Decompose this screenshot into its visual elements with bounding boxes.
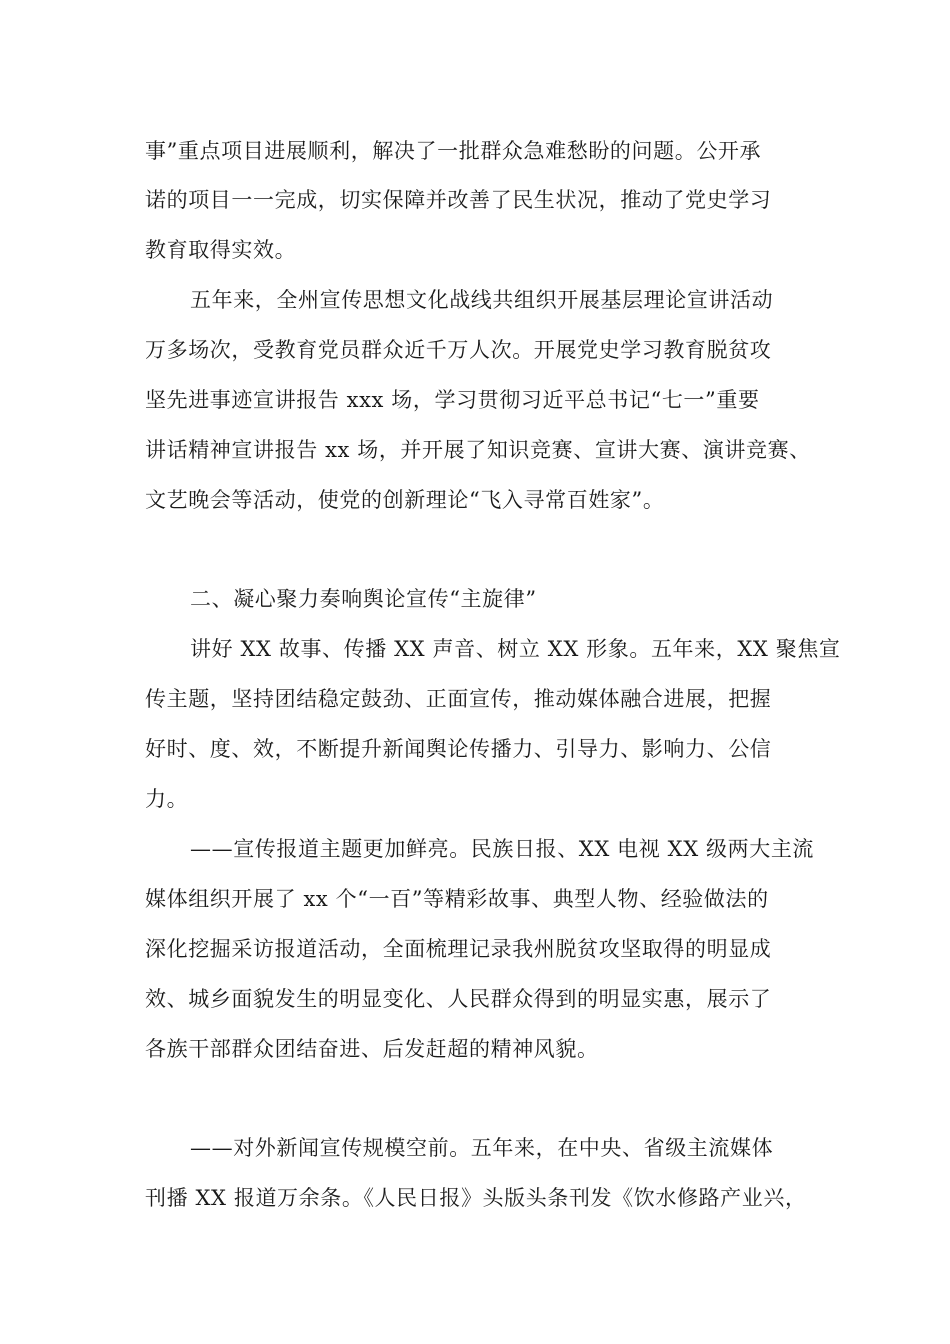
text-line: 传主题，坚持团结稳定鼓劲、正面宣传，推动媒体融合进展，把握 — [145, 687, 772, 711]
section-heading: 二、凝心聚力奏响舆论宣传“主旋律” — [190, 587, 537, 611]
text-line: 文艺晚会等活动，使党的创新理论“飞入寻常百姓家”。 — [145, 488, 665, 512]
text-line: 媒体组织开展了 xx 个“一百”等精彩故事、典型人物、经验做法的 — [145, 887, 769, 911]
text-line: ——宣传报道主题更加鲜亮。民族日报、XX 电视 XX 级两大主流 — [190, 837, 815, 861]
text-line: 好时、度、效，不断提升新闻舆论传播力、引导力、影响力、公信 — [145, 737, 772, 761]
text-line: 讲好 XX 故事、传播 XX 声音、树立 XX 形象。五年来，XX 聚焦宣 — [190, 637, 841, 661]
text-line: 讲话精神宣讲报告 xx 场，并开展了知识竞赛、宣讲大赛、演讲竞赛、 — [145, 438, 811, 462]
text-line: 诺的项目一一完成，切实保障并改善了民生状况，推动了党史学习 — [145, 188, 772, 212]
text-line: 刊播 XX 报道万余条。《人民日报》头版头条刊发《饮水修路产业兴， — [145, 1186, 807, 1210]
text-line: ——对外新闻宣传规模空前。五年来，在中央、省级主流媒体 — [190, 1136, 774, 1160]
text-line: 五年来，全州宣传思想文化战线共组织开展基层理论宣讲活动 — [190, 288, 774, 312]
text-line: 效、城乡面貌发生的明显变化、人民群众得到的明显实惠，展示了 — [145, 987, 772, 1011]
text-line: 深化挖掘采访报道活动，全面梳理记录我州脱贫攻坚取得的明显成 — [145, 937, 772, 961]
text-line: 力。 — [145, 787, 189, 811]
text-line: 各族干部群众团结奋进、后发赶超的精神风貌。 — [145, 1037, 599, 1061]
text-line: 万多场次，受教育党员群众近千万人次。开展党史学习教育脱贫攻 — [145, 338, 772, 362]
text-line: 教育取得实效。 — [145, 238, 297, 262]
text-line: 事”重点项目进展顺利，解决了一批群众急难愁盼的问题。公开承 — [145, 139, 762, 163]
text-line: 坚先进事迹宣讲报告 xxx 场，学习贯彻习近平总书记“七一”重要 — [145, 388, 760, 412]
